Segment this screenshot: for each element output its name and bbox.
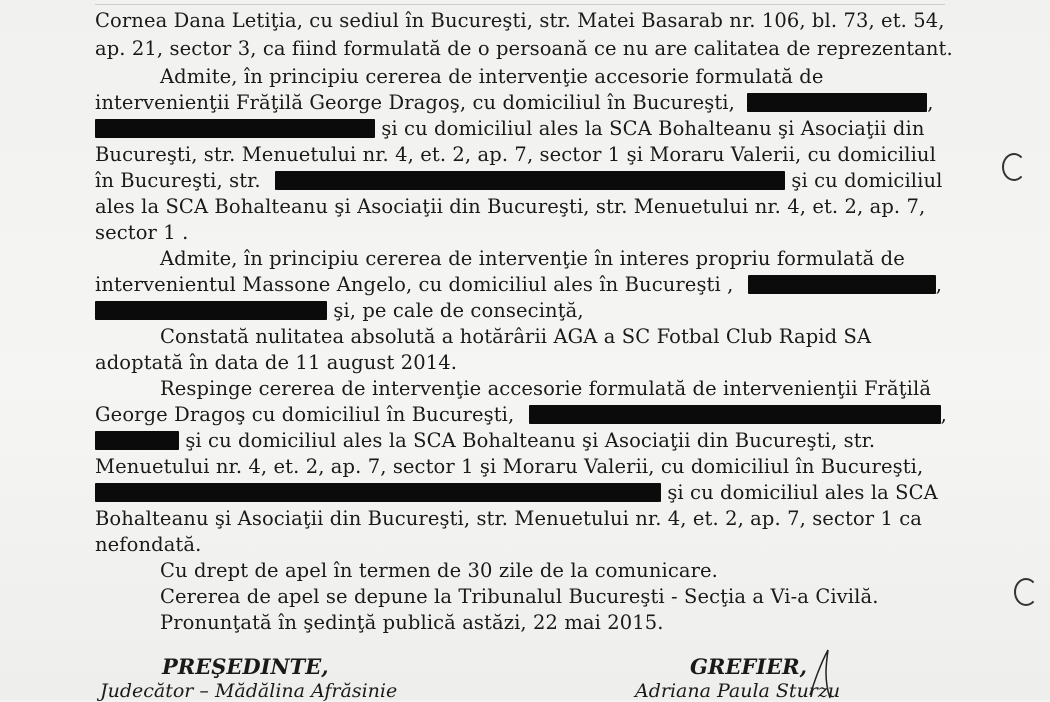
redaction-bar [95, 301, 327, 320]
text-line: Respinge cererea de intervenţie accesorie formulată de intervenienţii Frăţilă [160, 377, 932, 400]
text-segment: George Dragoş cu domiciliul în Bucureşti, [95, 403, 515, 426]
text-line [95, 428, 875, 454]
text-segment: intervenientul Massone Angelo, cu domiciliul ales în Bucureşti , [95, 273, 734, 296]
text-segment: şi cu domiciliul ales la SCA Bohalteanu şi Asociaţii din [381, 117, 925, 140]
text-line: ales la SCA Bohalteanu şi Asociaţii din Bucureşti, str. Menuetului nr. 4, et. 2, ap. 7, [95, 195, 926, 218]
text-line: Bohalteanu şi Asociaţii din Bucureşti, str. Menuetului nr. 4, et. 2, ap. 7, sector 1 ca [95, 507, 923, 530]
text-line: Menuetului nr. 4, et. 2, ap. 7, sector 1 şi Moraru Valerii, cu domiciliul în Bucureşti, [95, 455, 924, 478]
president-title: PREŞEDINTE, [162, 654, 329, 679]
text-line [95, 116, 925, 142]
redaction-bar [95, 483, 661, 502]
text-line: nefondată. [95, 533, 202, 556]
text-line: adoptată în data de 11 august 2014. [95, 351, 458, 374]
text-segment: în Bucureşti, str. [95, 169, 261, 192]
redaction-bar [95, 119, 375, 138]
text-line [95, 272, 942, 298]
president-name: Judecător – Mădălina Afrăsinie [100, 680, 398, 702]
cut-off-line [95, 0, 945, 5]
text-line: Admite, în principiu cererea de intervenţie accesorie formulată de [160, 65, 824, 88]
redaction-bar [529, 405, 941, 424]
text-line: Bucureşti, str. Menuetului nr. 4, et. 2, ap. 7, sector 1 şi Moraru Valerii, cu domiciliul [95, 143, 936, 166]
text-segment: şi cu domiciliul [791, 169, 943, 192]
text-line: Cu drept de apel în termen de 30 zile de la comunicare. [160, 559, 718, 582]
text-line: Constată nulitatea absolută a hotărârii AGA a SC Fotbal Club Rapid SA [160, 325, 872, 348]
text-line: ap. 21, sector 3, ca fiind formulată de o persoană ce nu are calitatea de reprezentant. [95, 37, 953, 60]
redaction-bar [748, 275, 936, 294]
text-line [95, 298, 584, 324]
text-line: Cererea de apel se depune la Tribunalul Bucureşti - Secţia a Vi-a Civilă. [160, 585, 879, 608]
punch-hole-mark [1014, 578, 1038, 606]
clerk-name: Adriana Paula Sturzu [635, 680, 841, 702]
redaction-bar [747, 93, 927, 112]
text-line [95, 402, 947, 428]
punch-hole-mark [1002, 153, 1026, 181]
text-segment: şi cu domiciliul ales la SCA Bohalteanu şi Asociaţii din Bucureşti, str. [185, 429, 876, 452]
redaction-bar [275, 171, 785, 190]
clerk-title: GREFIER, [690, 654, 807, 679]
text-line: Cornea Dana Letiţia, cu sediul în Bucureşti, str. Matei Basarab nr. 106, bl. 73, et. 54, [95, 9, 945, 32]
text-segment: intervenienţii Frăţilă George Dragoş, cu domiciliul în Bucureşti, [95, 91, 735, 114]
handwritten-signature-mark [800, 640, 850, 700]
redaction-bar [95, 431, 179, 450]
text-segment: şi cu domiciliul ales la SCA [667, 481, 938, 504]
text-segment: , [940, 403, 947, 426]
text-line [95, 480, 938, 506]
text-line: Admite, în principiu cererea de intervenţie în interes propriu formulată de [160, 247, 905, 270]
text-segment: , [935, 273, 943, 296]
text-line: Pronunţată în şedinţă publică astăzi, 22 mai 2015. [160, 611, 664, 634]
text-segment: şi, pe cale de consecinţă, [333, 299, 584, 322]
text-line [95, 90, 934, 116]
text-line: sector 1 . [95, 221, 189, 244]
text-line [95, 168, 942, 194]
text-segment: , [927, 91, 934, 114]
